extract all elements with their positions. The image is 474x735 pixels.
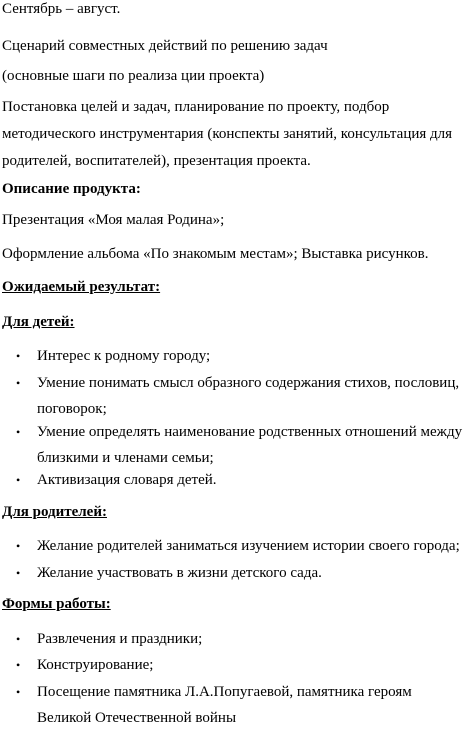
product-heading: Описание продукта: [2, 181, 141, 197]
bullet-icon: • [16, 539, 21, 553]
expected-result-heading: Ожидаемый результат: [2, 279, 161, 295]
children-bullet-text: Активизация словаря детей. [37, 472, 217, 488]
bullet-icon: • [16, 632, 21, 646]
planning-paragraph: Постановка целей и задач, планирование по проекту, подбор методического инструментария (конспекты занятий, консультация для родителей, воспитателей), презентация проекта. [2, 99, 453, 169]
product-item: Презентация «Моя малая Родина»; [2, 212, 225, 228]
bullet-icon: • [16, 425, 21, 439]
date-range-line: Сентябрь – август. [2, 1, 121, 17]
scenario-title: Сценарий совместных действий по решению задач [2, 38, 328, 54]
children-bullet-text: Умение понимать смысл образного содержания стихов, пословиц, поговорок; [37, 375, 460, 417]
bullet-icon: • [16, 658, 21, 672]
work-forms-bullet-text: Посещение памятника Л.А.Попугаевой, памятника героям Великой Отечественной войны [37, 684, 412, 726]
product-item: Оформление альбома «По знакомым местам»; Выставка рисунков. [2, 246, 429, 262]
parents-bullet-text: Желание участвовать в жизни детского сада. [37, 565, 322, 581]
work-forms-heading: Формы работы: [2, 596, 111, 612]
children-bullet-text: Умение определять наименование родственных отношений между близкими и членами семьи; [37, 424, 463, 466]
scenario-subtitle: (основные шаги по реализа ции проекта) [2, 68, 265, 84]
parents-bullet-text: Желание родителей заниматься изучением истории своего города; [37, 538, 460, 554]
bullet-icon: • [16, 473, 21, 487]
work-forms-bullet-text: Развлечения и праздники; [37, 631, 203, 647]
work-forms-bullet-text: Конструирование; [37, 657, 154, 673]
bullet-icon: • [16, 685, 21, 699]
bullet-icon: • [16, 349, 21, 363]
children-heading: Для детей: [2, 314, 75, 330]
parents-heading: Для родителей: [2, 504, 107, 520]
bullet-icon: • [16, 566, 21, 580]
children-bullet-text: Интерес к родному городу; [37, 348, 211, 364]
bullet-icon: • [16, 376, 21, 390]
